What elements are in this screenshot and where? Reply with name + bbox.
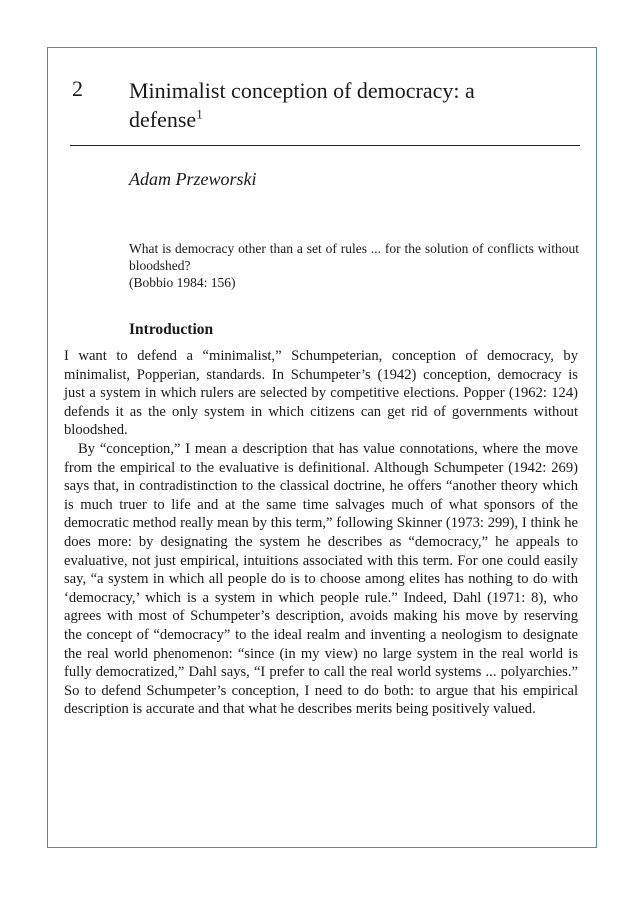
body-text (64, 347, 578, 719)
footnote-marker[interactable]: 1 (196, 106, 203, 122)
title-rule (70, 145, 580, 146)
chapter-number: 2 (72, 76, 83, 101)
section-heading: Introduction (129, 321, 214, 338)
epigraph (129, 240, 579, 291)
epigraph-citation: (Bobbio 1984: 156) (129, 275, 236, 290)
chapter-title (129, 76, 549, 134)
body-paragraph: By “conception,” I mean a description that has value connotations, where the move from the empirical to the evaluative is definitional. Although Schumpeter (1942: 269) says that, in contradistinction to the classical doctrine, he offers “another theory which is much truer to life and at the same time salvages much of what sponsors of the democratic method really mean by this term,” following Skinner (1973: 299), I think he does more: by designating the system he describes as “democracy,” he appeals to evaluative, not just empirical, intuitions associated with this term. For one could easily say, “a system in which all people do is to choose among elites has nothing to do with ‘democracy,’ which is a system in which people rule.” Indeed, Dahl (1971: 8), who agrees with most of Schumpeter’s description, avoids making his move by reserving the concept of “democracy” to the ideal realm and inventing a neologism to designate the real world phenomenon: “since (in my view) no large system in the real world is fully democratized,” Dahl says, “I prefer to call the real world systems ... polyarchies.” So to defend Schumpeter’s conception, I need to do both: to argue that his empirical description is accurate and that what he describes merits being positively valued. (64, 440, 578, 718)
author-name: Adam Przeworski (129, 169, 257, 189)
body-paragraph: I want to defend a “minimalist,” Schumpeterian, conception of democracy, by minimalist, Popperian, standards. In Schumpeter’s (1942) conception, democracy is just a system in which rulers are selected by competitive elections. Popper (1962: 124) defends it as the only system in which citizens can get rid of governments without bloodshed. (64, 348, 578, 439)
epigraph-quote: What is democracy other than a set of rules ... for the solution of conflicts without bloodshed? (129, 241, 579, 273)
chapter-title-text: Minimalist conception of democracy: a defense (129, 78, 475, 132)
